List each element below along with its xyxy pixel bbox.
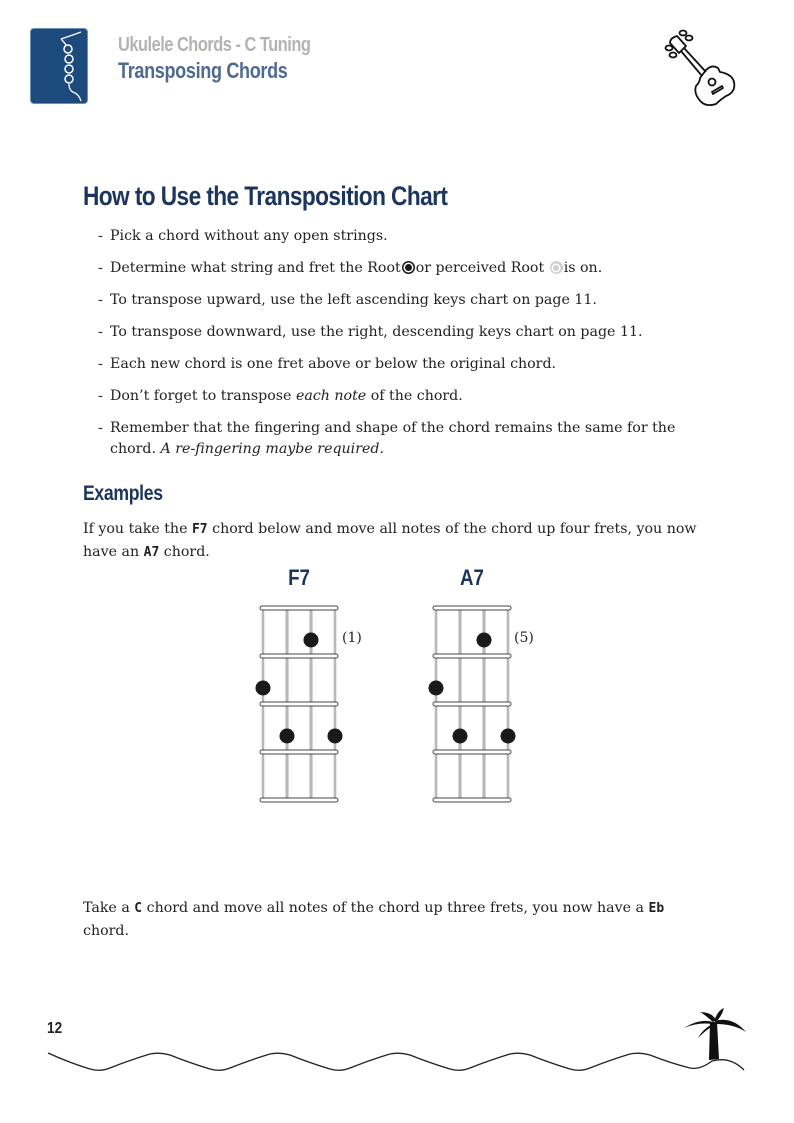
fret-line xyxy=(433,654,511,658)
section-title: How to Use the Transposition Chart xyxy=(83,181,448,211)
list-item xyxy=(98,290,718,311)
list-item xyxy=(98,354,718,375)
finger-dot xyxy=(256,681,271,696)
instruction-list xyxy=(98,226,718,471)
examples-heading: Examples xyxy=(83,482,163,505)
wave-line xyxy=(48,1053,744,1070)
finger-dot xyxy=(280,729,295,744)
example-paragraph-1 xyxy=(83,518,713,564)
chord-name-inline: A7 xyxy=(143,545,160,560)
fret-line xyxy=(433,798,511,802)
perceived-root-icon xyxy=(550,261,563,274)
book-logo-tab xyxy=(31,29,87,103)
step-text: Remember that the fingering and shape of the chord remains the same for the chord. xyxy=(110,420,676,457)
fret-line xyxy=(433,702,511,706)
fret-line xyxy=(260,606,338,610)
fret-line xyxy=(260,702,338,706)
finger-dot xyxy=(453,729,468,744)
emphasis-text: A re-fingering maybe required. xyxy=(160,441,384,457)
guitar-icon xyxy=(660,26,742,106)
step-text: To transpose downward, use the right, descending keys chart on page 11. xyxy=(110,324,643,340)
start-fret-label: (1) xyxy=(342,630,362,646)
step-text: Don’t forget to transpose xyxy=(110,388,296,404)
fret-line xyxy=(260,654,338,658)
finger-dot xyxy=(477,633,492,648)
finger-dot xyxy=(328,729,343,744)
fret-line xyxy=(260,750,338,754)
chord-name-inline: C xyxy=(134,901,143,916)
finger-dot xyxy=(501,729,516,744)
fret-line xyxy=(260,798,338,802)
paragraph-text: If you take the xyxy=(83,521,192,537)
list-item xyxy=(98,386,718,407)
paragraph-text: chord and move all notes of the chord up three frets, you now have a xyxy=(142,900,649,916)
paragraph-text: chord. xyxy=(159,544,210,560)
chord-name-inline: Eb xyxy=(648,901,665,916)
finger-dot xyxy=(429,681,444,696)
palm-tree-icon xyxy=(684,1008,746,1060)
fret-line xyxy=(433,750,511,754)
root-icon xyxy=(402,261,415,274)
chord-name-inline: F7 xyxy=(191,522,208,537)
chord-diagram-f7 xyxy=(250,600,350,810)
footer-wave-decoration xyxy=(0,1000,794,1090)
step-text: Each new chord is one fret above or below the original chord. xyxy=(110,356,557,372)
example-paragraph-2 xyxy=(83,897,713,942)
book-subtitle: Ukulele Chords - C Tuning xyxy=(118,34,311,56)
page-header-title: Transposing Chords xyxy=(118,58,288,83)
step-text: Pick a chord without any open strings. xyxy=(110,228,388,244)
fret-line xyxy=(433,606,511,610)
step-text: is on. xyxy=(563,260,603,276)
emphasis-text: each note xyxy=(295,388,367,404)
start-fret-label: (5) xyxy=(514,630,534,646)
paragraph-text: chord below and move all notes of the chord up four frets, you now have an xyxy=(83,521,697,560)
paragraph-text: Take a xyxy=(83,900,135,916)
list-item xyxy=(98,322,718,343)
list-item xyxy=(98,258,718,279)
list-item xyxy=(98,418,718,460)
list-item xyxy=(98,226,718,247)
chord-title-a7: A7 xyxy=(460,565,484,590)
ukulele-neck-logo-icon xyxy=(31,29,87,103)
finger-dot xyxy=(304,633,319,648)
chord-title-f7: F7 xyxy=(288,565,310,590)
step-text: of the chord. xyxy=(366,388,463,404)
step-text: or perceived Root xyxy=(415,260,545,276)
page-number: 12 xyxy=(47,1020,63,1037)
paragraph-text: chord. xyxy=(83,923,129,939)
chord-diagram-a7 xyxy=(423,600,523,810)
step-text: To transpose upward, use the left ascending keys chart on page 11. xyxy=(110,292,597,308)
step-text: Determine what string and fret the Root xyxy=(110,260,401,276)
